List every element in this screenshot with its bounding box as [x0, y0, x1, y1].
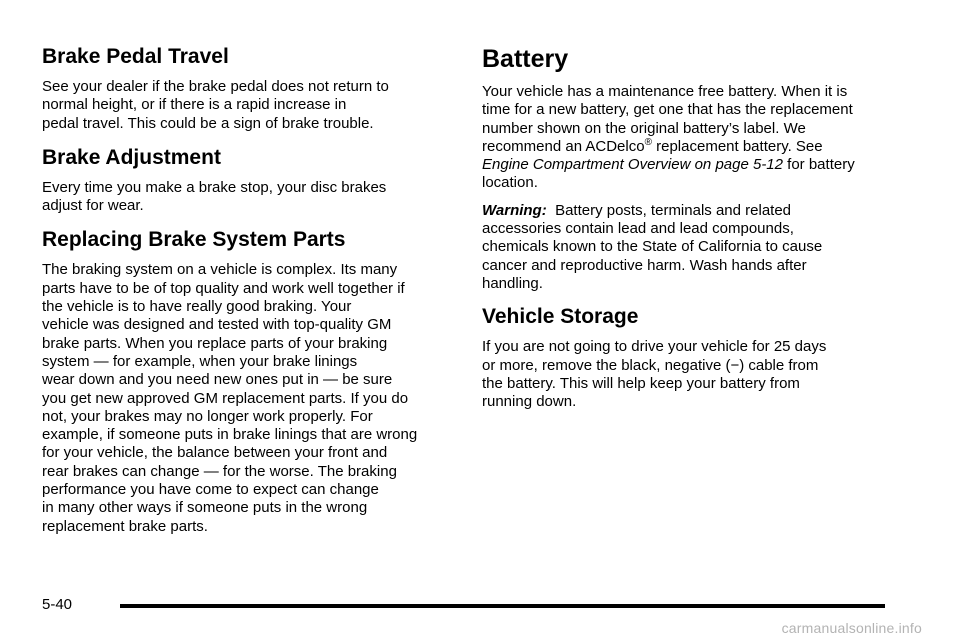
text-line: If you are not going to drive your vehicle for 25 days	[482, 338, 827, 356]
page-reference-link[interactable]: Engine Compartment Overview on page 5-12	[482, 156, 783, 174]
heading-brake-adjustment: Brake Adjustment	[42, 145, 221, 169]
text-line: the vehicle is to have really good braking. Your	[42, 298, 352, 316]
text-line: accessories contain lead and lead compounds,	[482, 220, 794, 238]
text-line	[482, 138, 902, 156]
text-line: system — for example, when your brake linings	[42, 352, 358, 370]
text-line: handling.	[482, 274, 543, 292]
text-line: The braking system on a vehicle is complex. Its many	[42, 261, 398, 279]
text-fragment: replacement battery. See	[656, 137, 823, 155]
left-column	[42, 0, 450, 536]
text-line: you get new approved GM replacement parts. If you do	[42, 389, 409, 407]
text-line: time for a new battery, get one that has the replacement	[482, 101, 853, 119]
text-line: normal height, or if there is a rapid increase in	[42, 96, 347, 114]
text-line: rear brakes can change — for the worse. The braking	[42, 462, 397, 480]
text-fragment: Battery posts, terminals and related	[555, 201, 792, 219]
text-line: replacement brake parts.	[42, 517, 208, 535]
heading-brake-pedal-travel: Brake Pedal Travel	[42, 45, 229, 68]
text-line: cancer and reproductive harm. Wash hands after	[482, 256, 807, 274]
text-line: See your dealer if the brake pedal does not return to	[42, 78, 389, 95]
text-line: example, if someone puts in brake linings that are wrong	[42, 426, 418, 444]
text-line: or more, remove the black, negative (−) cable from	[482, 356, 819, 374]
text-line: number shown on the original battery’s label. We	[482, 119, 806, 137]
footer-rule	[120, 604, 885, 608]
paragraph-brake-adjustment	[42, 179, 450, 216]
text-line: Your vehicle has a maintenance free battery. When it is	[482, 83, 848, 100]
heading-replacing-brake-system-parts: Replacing Brake System Parts	[42, 228, 346, 252]
text-line: wear down and you need new ones put in — be sure	[42, 371, 393, 389]
text-line: chemicals known to the State of California to cause	[482, 238, 823, 256]
watermark: carmanualsonline.info	[781, 620, 922, 636]
heading-vehicle-storage: Vehicle Storage	[482, 305, 639, 329]
text-line: parts have to be of top quality and work well together if	[42, 279, 405, 297]
paragraph-replacing-brake-system-parts	[42, 261, 450, 535]
text-line: in many other ways if someone puts in the wrong	[42, 499, 368, 517]
paragraph-battery	[482, 83, 902, 193]
text-line: the battery. This will help keep your battery from	[482, 374, 800, 392]
text-line: not, your brakes may no longer work properly. For	[42, 407, 373, 425]
warning-label: Warning:	[482, 201, 547, 219]
text-line: location.	[482, 174, 538, 192]
paragraph-brake-pedal-travel	[42, 78, 450, 133]
text-line	[482, 202, 902, 220]
acdelco-text: recommend an ACDelco	[482, 137, 645, 155]
registered-mark: ®	[644, 136, 652, 148]
text-line: performance you have come to expect can change	[42, 481, 379, 499]
heading-battery: Battery	[482, 45, 569, 73]
text-line	[482, 156, 902, 174]
paragraph-battery-warning	[482, 202, 902, 293]
text-line: for your vehicle, the balance between your front and	[42, 444, 388, 462]
text-line: running down.	[482, 393, 577, 411]
text-line: brake parts. When you replace parts of your braking	[42, 334, 388, 352]
page-number: 5-40	[42, 596, 73, 613]
text-line: vehicle was designed and tested with top-quality GM	[42, 316, 392, 334]
text-line: adjust for wear.	[42, 197, 144, 215]
text-fragment: for battery	[783, 156, 855, 174]
right-column	[482, 0, 902, 411]
paragraph-vehicle-storage	[482, 338, 902, 411]
text-line: pedal travel. This could be a sign of brake trouble.	[42, 114, 374, 132]
text-line: Every time you make a brake stop, your disc brakes	[42, 178, 387, 196]
